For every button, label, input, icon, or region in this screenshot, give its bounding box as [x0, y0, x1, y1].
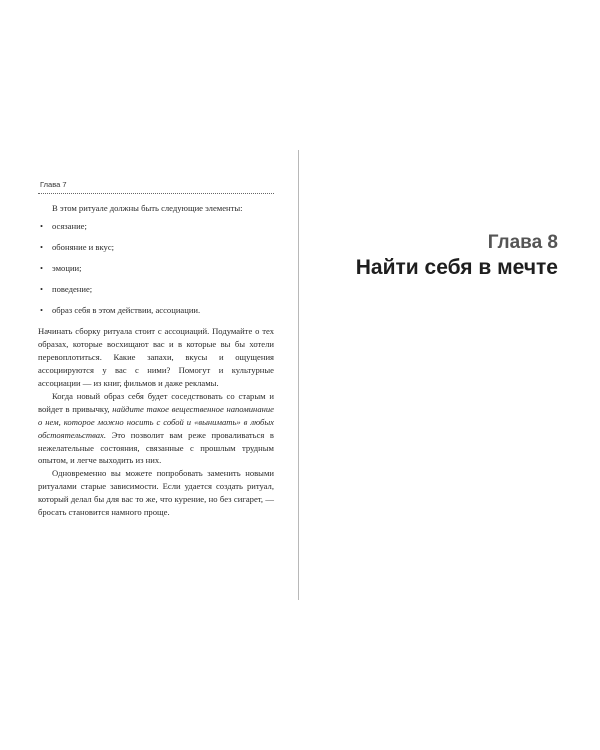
bullet-icon: • — [40, 220, 44, 231]
list-item: • образ себя в этом действии, ассоциации. — [40, 305, 201, 316]
bullet-icon: • — [40, 263, 44, 274]
element-list — [38, 220, 274, 317]
emphasis-text: найдите такое вещественное напоминание о нем, которое можно носить с собой и «вынимать» в любых обстоятельствах. — [38, 403, 274, 440]
list-item: • поведение; — [40, 284, 93, 295]
bullet-icon: • — [40, 284, 44, 295]
intro-paragraph: В этом ритуале должны быть следующие элементы: — [52, 203, 243, 213]
header-rule — [38, 193, 274, 194]
list-item: • эмоции; — [40, 263, 82, 274]
page-gutter-divider — [298, 150, 299, 600]
left-page-body — [38, 202, 274, 519]
list-item: • обоняние и вкус; — [40, 242, 115, 252]
list-item: • осязание; — [40, 220, 87, 231]
paragraph-associations: Начинать сборку ритуала стоит с ассоциаций. Подумайте о тех образах, которые восхищают вас и в которые вы бы хотели перевоплотиться. Какие запахи, вкусы и ощущения ассоциируются у вас с ними? Помогут и культурные ассоциации — из книг, фильмов и даже рекламы. — [38, 326, 274, 388]
paragraph-dependencies: Одновременно вы можете попробовать заменить новыми ритуалами старые зависимости. Если удается создать ритуал, который делал бы для вас то же, что курение, но без сигарет, — бросать становится намного проще. — [38, 468, 274, 518]
chapter-number: Глава 8 — [487, 232, 558, 253]
bullet-icon: • — [40, 305, 44, 316]
chapter-title: Найти себя в мечте — [355, 256, 558, 279]
paragraph-reminder: Когда новый образ себя будет соседствовать со старым и войдет в привычку, найдите такое вещественное напоминание о нем, которое можно носить с собой и «вынимать» в любых обстоятельствах. Это позволит вам реже проваливаться в нежелательные состояния, связанные с прошлым трудным опытом, и легче выходить из них. — [38, 390, 274, 466]
running-head: Глава 7 — [40, 180, 67, 189]
left-page — [22, 150, 288, 600]
bullet-icon: • — [40, 242, 44, 252]
right-page — [300, 150, 590, 600]
